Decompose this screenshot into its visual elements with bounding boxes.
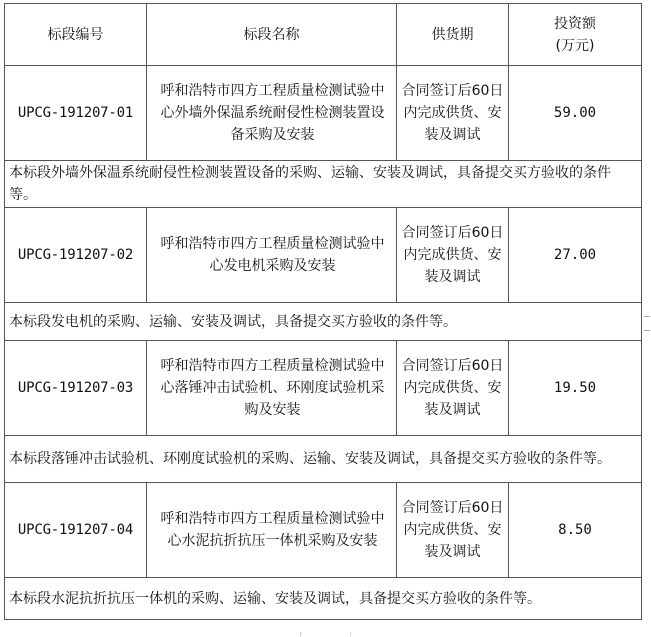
- lot-description: 本标段落锤冲击试验机、环刚度试验机的采购、运输、安装及调试，具备提交买方验收的条件等。: [5, 436, 642, 483]
- table-row: [5, 208, 642, 303]
- investment-amount: 59.00: [509, 66, 642, 161]
- lot-description: 本标段发电机的采购、运输、安装及调试，具备提交买方验收的条件等。: [5, 303, 642, 341]
- description-row: [5, 436, 642, 483]
- lot-description: 本标段外墙外保温系统耐侵性检测装置设备的采购、运输、安装及调试，具备提交买方验收的条件等。: [5, 161, 642, 208]
- table-row: [5, 341, 642, 436]
- table-row: [5, 483, 642, 578]
- edge-marker: [300, 632, 301, 636]
- lot-code: UPCG-191207-02: [5, 208, 147, 303]
- table-row: [5, 66, 642, 161]
- supply-period: 合同签订后60日内完成供货、安装及调试: [397, 483, 509, 578]
- header-supply-period: 供货期: [397, 4, 509, 66]
- header-investment-unit: (万元): [555, 37, 595, 54]
- edge-marker: [350, 632, 351, 636]
- description-row: [5, 578, 642, 620]
- investment-amount: 19.50: [509, 341, 642, 436]
- lot-name: 呼和浩特市四方工程质量检测试验中心水泥抗折抗压一体机采购及安装: [147, 483, 397, 578]
- description-row: [5, 161, 642, 208]
- lot-code: UPCG-191207-03: [5, 341, 147, 436]
- lot-name: 呼和浩特市四方工程质量检测试验中心发电机采购及安装: [147, 208, 397, 303]
- header-lot-name: 标段名称: [147, 4, 397, 66]
- investment-amount: 27.00: [509, 208, 642, 303]
- investment-amount: 8.50: [509, 483, 642, 578]
- lot-code: UPCG-191207-04: [5, 483, 147, 578]
- description-row: [5, 303, 642, 341]
- bid-lots-table: [4, 3, 642, 620]
- header-investment-label: 投资额: [554, 15, 596, 32]
- lot-name: 呼和浩特市四方工程质量检测试验中心落锤冲击试验机、环刚度试验机采购及安装: [147, 341, 397, 436]
- supply-period: 合同签订后60日内完成供货、安装及调试: [397, 208, 509, 303]
- lot-name: 呼和浩特市四方工程质量检测试验中心外墙外保温系统耐侵性检测装置设备采购及安装: [147, 66, 397, 161]
- edge-marker: [644, 316, 650, 317]
- lot-code: UPCG-191207-01: [5, 66, 147, 161]
- supply-period: 合同签订后60日内完成供货、安装及调试: [397, 66, 509, 161]
- header-row: [5, 4, 642, 66]
- header-investment: [509, 4, 642, 66]
- edge-marker: [644, 330, 650, 331]
- header-lot-code: 标段编号: [5, 4, 147, 66]
- lot-description: 本标段水泥抗折抗压一体机的采购、运输、安装及调试，具备提交买方验收的条件等。: [5, 578, 642, 620]
- supply-period: 合同签订后60日内完成供货、安装及调试: [397, 341, 509, 436]
